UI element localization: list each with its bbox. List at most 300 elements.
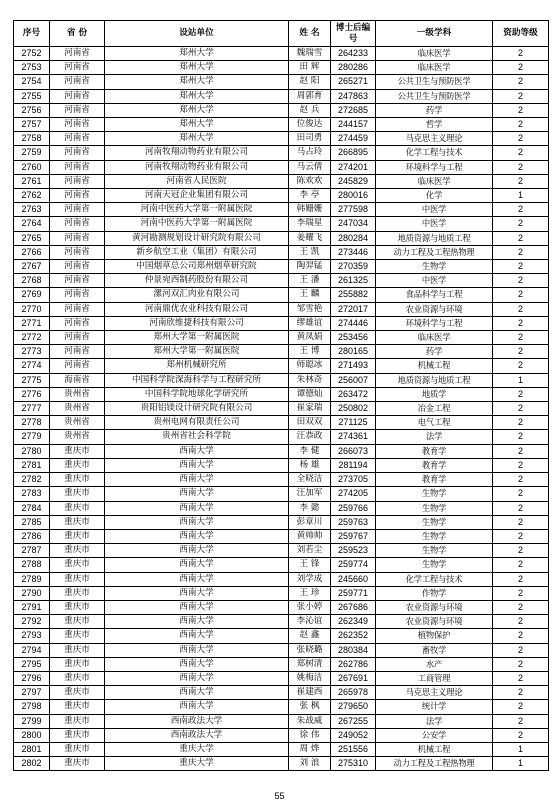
grade-cell: 2 [493,174,549,188]
discipline-cell: 生物学 [376,558,493,572]
unit-cell: 河南省人民医院 [105,174,289,188]
table-row [14,118,549,132]
province-cell: 重庆市 [50,487,105,501]
table-row [14,714,549,728]
table-row [14,515,549,529]
province-cell: 重庆市 [50,558,105,572]
grade-cell: 2 [493,274,549,288]
name-cell: 周郭育 [289,89,331,103]
postdoc-number-cell: 253456 [331,331,376,345]
seq-cell: 2785 [14,515,50,529]
unit-cell: 贵州电网有限责任公司 [105,416,289,430]
header-grade: 资助等级 [493,21,549,47]
name-cell: 陈欢欢 [289,174,331,188]
name-cell: 姜耀飞 [289,231,331,245]
discipline-cell: 公安学 [376,728,493,742]
province-cell: 海南省 [50,373,105,387]
grade-cell: 2 [493,501,549,515]
unit-cell: 河南欣维捷科技有限公司 [105,316,289,330]
postdoc-number-cell: 274446 [331,316,376,330]
province-cell: 河南省 [50,146,105,160]
header-seq: 序号 [14,21,50,47]
unit-cell: 河南鼎优农业科技有限公司 [105,302,289,316]
grade-cell: 2 [493,700,549,714]
grade-cell: 2 [493,629,549,643]
name-cell: 王 潘 [289,274,331,288]
province-cell: 重庆市 [50,643,105,657]
seq-cell: 2761 [14,174,50,188]
postdoc-number-cell: 274459 [331,132,376,146]
province-cell: 贵州省 [50,387,105,401]
unit-cell: 郑州大学 [105,61,289,75]
name-cell: 李沁谊 [289,615,331,629]
table-row [14,572,549,586]
seq-cell: 2758 [14,132,50,146]
postdoc-number-cell: 259767 [331,529,376,543]
province-cell: 河南省 [50,118,105,132]
discipline-cell: 生物学 [376,501,493,515]
discipline-cell: 农业资源与环境 [376,600,493,614]
name-cell: 崔建西 [289,686,331,700]
grade-cell: 2 [493,402,549,416]
province-cell: 重庆市 [50,572,105,586]
seq-cell: 2756 [14,103,50,117]
province-cell: 重庆市 [50,529,105,543]
province-cell: 重庆市 [50,629,105,643]
table-row [14,189,549,203]
table-row [14,686,549,700]
name-cell: 陶羿锰 [289,260,331,274]
name-cell: 彭章川 [289,515,331,529]
province-cell: 重庆市 [50,544,105,558]
postdoc-number-cell: 273705 [331,473,376,487]
table-row [14,728,549,742]
discipline-cell: 冶金工程 [376,402,493,416]
province-cell: 河南省 [50,217,105,231]
postdoc-number-cell: 262352 [331,629,376,643]
postdoc-number-cell: 263472 [331,387,376,401]
unit-cell: 郑州机械研究所 [105,359,289,373]
unit-cell: 中国科学院深海科学与工程研究所 [105,373,289,387]
province-cell: 重庆市 [50,686,105,700]
seq-cell: 2791 [14,600,50,614]
province-cell: 河南省 [50,61,105,75]
grade-cell: 2 [493,444,549,458]
grade-cell: 2 [493,600,549,614]
province-cell: 河南省 [50,103,105,117]
discipline-cell: 畜牧学 [376,643,493,657]
province-cell: 河南省 [50,359,105,373]
table-row [14,742,549,756]
discipline-cell: 临床医学 [376,174,493,188]
province-cell: 重庆市 [50,671,105,685]
unit-cell: 重庆大学 [105,757,289,771]
grade-cell: 2 [493,416,549,430]
table-row [14,444,549,458]
table-row [14,487,549,501]
discipline-cell: 生物学 [376,515,493,529]
province-cell: 河南省 [50,203,105,217]
postdoc-number-cell: 280165 [331,345,376,359]
unit-cell: 西南大学 [105,444,289,458]
discipline-cell: 地质资源与地质工程 [376,231,493,245]
grade-cell: 2 [493,671,549,685]
name-cell: 朱战威 [289,714,331,728]
unit-cell: 郑州大学 [105,47,289,61]
seq-cell: 2772 [14,331,50,345]
grade-cell: 2 [493,245,549,259]
name-cell: 黄帅帅 [289,529,331,543]
seq-cell: 2765 [14,231,50,245]
seq-cell: 2755 [14,89,50,103]
seq-cell: 2786 [14,529,50,543]
unit-cell: 漯河双汇肉业有限公司 [105,288,289,302]
seq-cell: 2768 [14,274,50,288]
table-header [14,21,549,47]
discipline-cell: 食品科学与工程 [376,288,493,302]
discipline-cell: 电气工程 [376,416,493,430]
seq-cell: 2767 [14,260,50,274]
postdoc-number-cell: 280016 [331,189,376,203]
discipline-cell: 动力工程及工程热物理 [376,757,493,771]
postdoc-number-cell: 280284 [331,231,376,245]
postdoc-number-cell: 277598 [331,203,376,217]
seq-cell: 2801 [14,742,50,756]
table-row [14,217,549,231]
province-cell: 重庆市 [50,615,105,629]
discipline-cell: 农业资源与环境 [376,302,493,316]
grade-cell: 2 [493,359,549,373]
header-discipline: 一级学科 [376,21,493,47]
table-row [14,615,549,629]
province-cell: 重庆市 [50,657,105,671]
seq-cell: 2762 [14,189,50,203]
name-cell: 马云倩 [289,160,331,174]
unit-cell: 郑州大学 [105,89,289,103]
seq-cell: 2788 [14,558,50,572]
grade-cell: 2 [493,160,549,174]
postdoc-number-cell: 245660 [331,572,376,586]
postdoc-number-cell: 271125 [331,416,376,430]
name-cell: 张 枫 [289,700,331,714]
unit-cell: 西南大学 [105,487,289,501]
grade-cell: 2 [493,231,549,245]
name-cell: 赵 兵 [289,103,331,117]
discipline-cell: 中医学 [376,217,493,231]
discipline-cell: 教育学 [376,458,493,472]
postdoc-number-cell: 272017 [331,302,376,316]
header-province: 省 份 [50,21,105,47]
grade-cell: 2 [493,615,549,629]
name-cell: 位俊达 [289,118,331,132]
grade-cell: 2 [493,686,549,700]
funding-table [13,20,549,771]
table-row [14,75,549,89]
table-row [14,458,549,472]
discipline-cell: 水产 [376,657,493,671]
unit-cell: 仲景宛西制药股份有限公司 [105,274,289,288]
seq-cell: 2787 [14,544,50,558]
name-cell: 李 亭 [289,189,331,203]
unit-cell: 西南大学 [105,572,289,586]
seq-cell: 2783 [14,487,50,501]
grade-cell: 2 [493,515,549,529]
grade-cell: 2 [493,146,549,160]
name-cell: 黄凤娟 [289,331,331,345]
table-row [14,586,549,600]
province-cell: 贵州省 [50,416,105,430]
seq-cell: 2802 [14,757,50,771]
grade-cell: 2 [493,529,549,543]
name-cell: 刘若尘 [289,544,331,558]
postdoc-number-cell: 271493 [331,359,376,373]
seq-cell: 2798 [14,700,50,714]
unit-cell: 西南大学 [105,615,289,629]
name-cell: 王 博 [289,345,331,359]
grade-cell: 2 [493,558,549,572]
province-cell: 贵州省 [50,430,105,444]
seq-cell: 2780 [14,444,50,458]
seq-cell: 2779 [14,430,50,444]
postdoc-number-cell: 245829 [331,174,376,188]
discipline-cell: 法学 [376,430,493,444]
unit-cell: 郑州大学 [105,118,289,132]
table-row [14,245,549,259]
table-row [14,302,549,316]
unit-cell: 西南大学 [105,657,289,671]
name-cell: 师聪冰 [289,359,331,373]
discipline-cell: 机械工程 [376,742,493,756]
discipline-cell: 工商管理 [376,671,493,685]
discipline-cell: 临床医学 [376,331,493,345]
grade-cell: 2 [493,430,549,444]
province-cell: 河南省 [50,132,105,146]
name-cell: 赵 鑫 [289,629,331,643]
seq-cell: 2778 [14,416,50,430]
discipline-cell: 植物保护 [376,629,493,643]
grade-cell: 2 [493,544,549,558]
table-row [14,430,549,444]
unit-cell: 郑州大学第一附属医院 [105,345,289,359]
seq-cell: 2797 [14,686,50,700]
seq-cell: 2781 [14,458,50,472]
province-cell: 重庆市 [50,700,105,714]
unit-cell: 中国烟草总公司郑州烟草研究院 [105,260,289,274]
table-row [14,757,549,771]
postdoc-number-cell: 259774 [331,558,376,572]
province-cell: 河南省 [50,331,105,345]
discipline-cell: 药学 [376,345,493,359]
grade-cell: 2 [493,586,549,600]
seq-cell: 2794 [14,643,50,657]
seq-cell: 2752 [14,47,50,61]
table-row [14,402,549,416]
postdoc-number-cell: 274201 [331,160,376,174]
discipline-cell: 化学工程与技术 [376,572,493,586]
grade-cell: 2 [493,118,549,132]
postdoc-number-cell: 280384 [331,643,376,657]
unit-cell: 西南大学 [105,686,289,700]
grade-cell: 2 [493,75,549,89]
name-cell: 田司勇 [289,132,331,146]
unit-cell: 西南政法大学 [105,714,289,728]
grade-cell: 2 [493,260,549,274]
unit-cell: 郑州大学 [105,103,289,117]
postdoc-number-cell: 267255 [331,714,376,728]
province-cell: 贵州省 [50,402,105,416]
postdoc-number-cell: 273446 [331,245,376,259]
seq-cell: 2774 [14,359,50,373]
table-row [14,544,549,558]
discipline-cell: 生物学 [376,544,493,558]
table-row [14,174,549,188]
seq-cell: 2796 [14,671,50,685]
province-cell: 重庆市 [50,501,105,515]
postdoc-number-cell: 244157 [331,118,376,132]
unit-cell: 郑州大学第一附属医院 [105,331,289,345]
seq-cell: 2776 [14,387,50,401]
table-row [14,657,549,671]
table-row [14,288,549,302]
table-row [14,345,549,359]
postdoc-number-cell: 265271 [331,75,376,89]
seq-cell: 2757 [14,118,50,132]
province-cell: 河南省 [50,160,105,174]
province-cell: 重庆市 [50,742,105,756]
province-cell: 重庆市 [50,458,105,472]
table-row [14,331,549,345]
table-body [14,47,549,771]
unit-cell: 贵州省社会科学院 [105,430,289,444]
header-name: 姓 名 [289,21,331,47]
name-cell: 朱林奇 [289,373,331,387]
table-row [14,473,549,487]
table-row [14,629,549,643]
postdoc-number-cell: 261325 [331,274,376,288]
unit-cell: 西南大学 [105,501,289,515]
discipline-cell: 动力工程及工程热物理 [376,245,493,259]
unit-cell: 西南大学 [105,529,289,543]
grade-cell: 2 [493,89,549,103]
table-row [14,203,549,217]
table-row [14,89,549,103]
table-row [14,132,549,146]
table-row [14,146,549,160]
province-cell: 河南省 [50,189,105,203]
seq-cell: 2782 [14,473,50,487]
seq-cell: 2793 [14,629,50,643]
table-row [14,558,549,572]
grade-cell: 2 [493,302,549,316]
grade-cell: 2 [493,728,549,742]
grade-cell: 2 [493,316,549,330]
discipline-cell: 法学 [376,714,493,728]
table-row [14,387,549,401]
seq-cell: 2764 [14,217,50,231]
unit-cell: 西南大学 [105,515,289,529]
seq-cell: 2792 [14,615,50,629]
postdoc-number-cell: 247863 [331,89,376,103]
unit-cell: 西南大学 [105,671,289,685]
seq-cell: 2763 [14,203,50,217]
postdoc-number-cell: 262349 [331,615,376,629]
postdoc-number-cell: 281194 [331,458,376,472]
province-cell: 重庆市 [50,473,105,487]
seq-cell: 2800 [14,728,50,742]
table-row [14,103,549,117]
page-number: 55 [274,791,285,801]
name-cell: 魏瑞雪 [289,47,331,61]
seq-cell: 2789 [14,572,50,586]
province-cell: 河南省 [50,302,105,316]
table-row [14,671,549,685]
grade-cell: 2 [493,643,549,657]
province-cell: 重庆市 [50,586,105,600]
name-cell: 李瑞星 [289,217,331,231]
postdoc-number-cell: 249052 [331,728,376,742]
table-row [14,61,549,75]
discipline-cell: 临床医学 [376,47,493,61]
province-cell: 河南省 [50,231,105,245]
unit-cell: 河南天冠企业集团有限公司 [105,189,289,203]
seq-cell: 2753 [14,61,50,75]
table-row [14,373,549,387]
postdoc-number-cell: 270359 [331,260,376,274]
discipline-cell: 农业资源与环境 [376,615,493,629]
name-cell: 徐 伟 [289,728,331,742]
table-row [14,316,549,330]
seq-cell: 2784 [14,501,50,515]
province-cell: 河南省 [50,245,105,259]
postdoc-number-cell: 266073 [331,444,376,458]
province-cell: 河南省 [50,260,105,274]
name-cell: 邹雪艳 [289,302,331,316]
table-row [14,700,549,714]
postdoc-number-cell: 265978 [331,686,376,700]
table-row [14,274,549,288]
seq-cell: 2795 [14,657,50,671]
province-cell: 重庆市 [50,714,105,728]
discipline-cell: 环境科学与工程 [376,160,493,174]
grade-cell: 1 [493,757,549,771]
unit-cell: 西南大学 [105,458,289,472]
name-cell: 周 烨 [289,742,331,756]
name-cell: 郑树清 [289,657,331,671]
header-postdoc-number: 博士后编 号 [331,21,376,47]
unit-cell: 西南大学 [105,629,289,643]
postdoc-number-cell: 251556 [331,742,376,756]
province-cell: 河南省 [50,89,105,103]
province-cell: 重庆市 [50,444,105,458]
unit-cell: 郑州大学 [105,132,289,146]
unit-cell: 西南大学 [105,643,289,657]
postdoc-number-cell: 272685 [331,103,376,117]
name-cell: 张小婷 [289,600,331,614]
table-row [14,529,549,543]
postdoc-number-cell: 267686 [331,600,376,614]
postdoc-number-cell: 262786 [331,657,376,671]
grade-cell: 2 [493,473,549,487]
table-row [14,260,549,274]
unit-cell: 河南牧翔动物药业有限公司 [105,160,289,174]
table-row [14,47,549,61]
seq-cell: 2790 [14,586,50,600]
grade-cell: 2 [493,387,549,401]
seq-cell: 2759 [14,146,50,160]
discipline-cell: 统计学 [376,700,493,714]
name-cell: 杨 雄 [289,458,331,472]
unit-cell: 贵阳铝镁设计研究院有限公司 [105,402,289,416]
